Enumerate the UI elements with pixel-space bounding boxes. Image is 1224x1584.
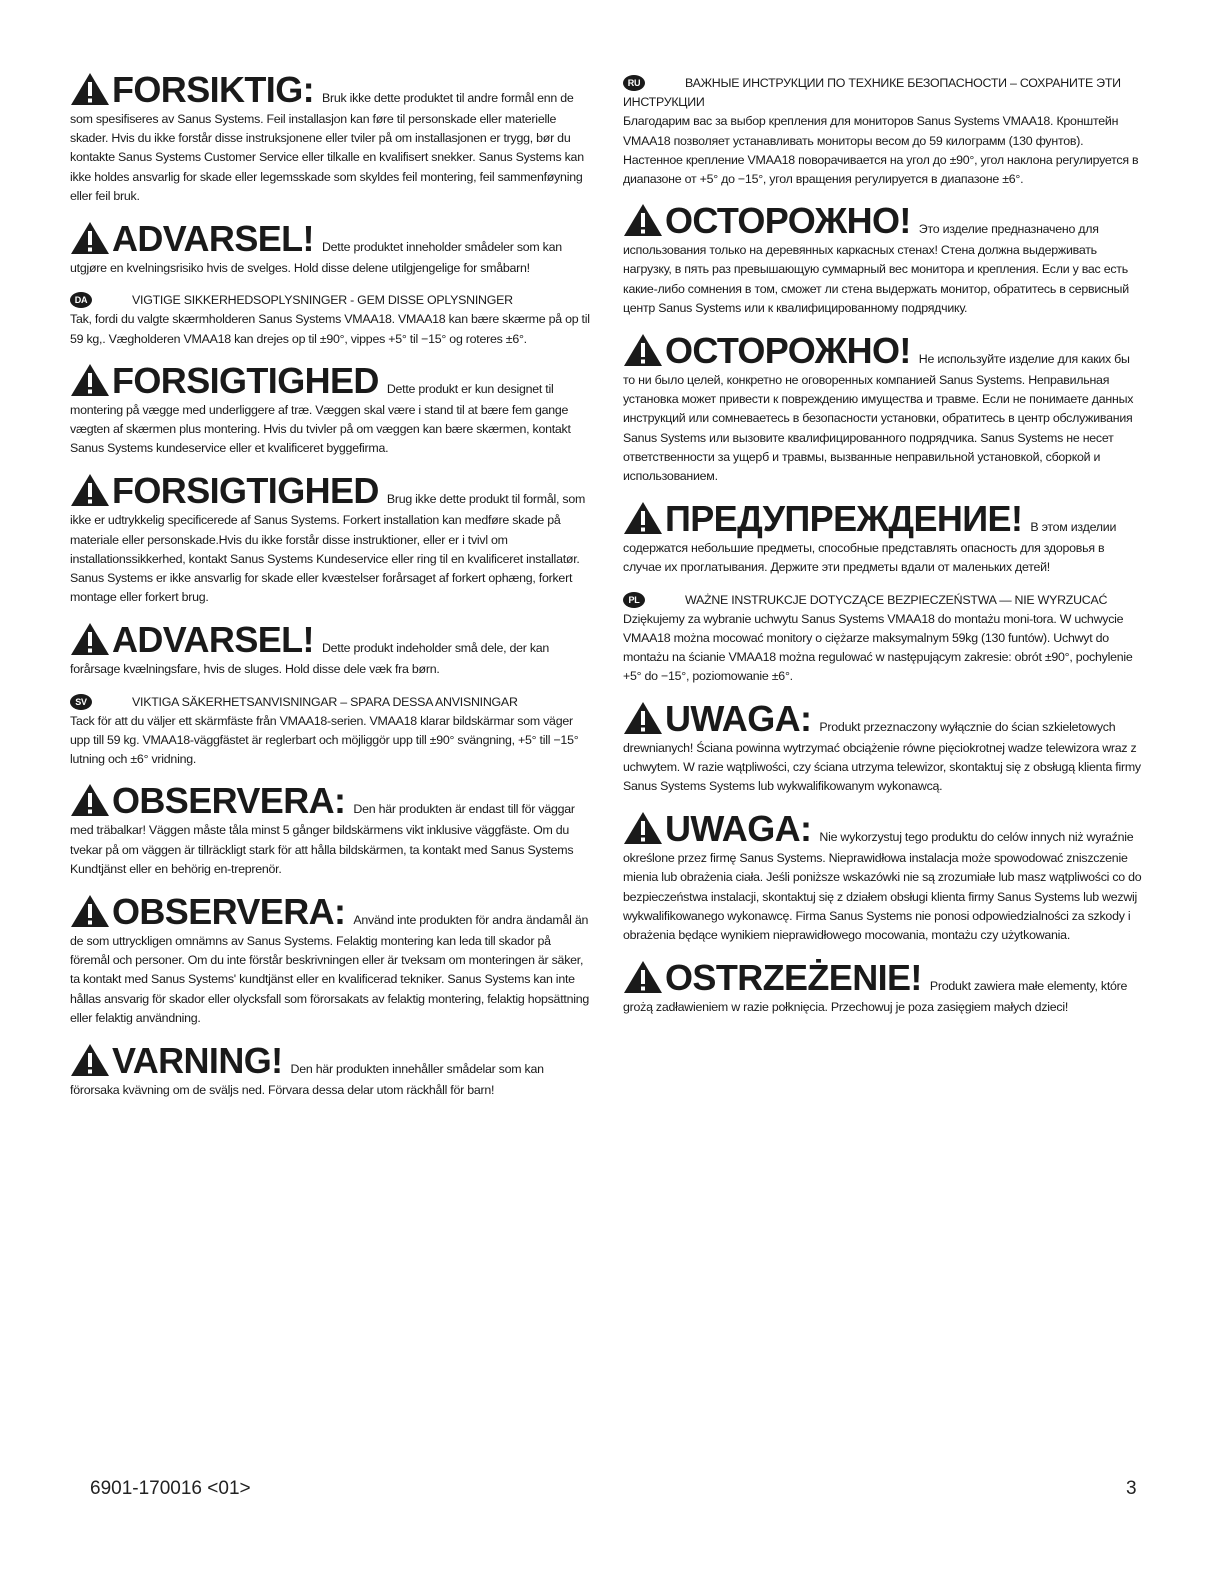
- warning-keyword: UWAGA:: [665, 808, 812, 850]
- warning-block: [623, 958, 1143, 1017]
- warning-text: Den här produkten är endast till för väggar med träbalkar! Väggen måste tåla minst 5 gånger bildskärmens vikt inklusive väggfäste. Om du tvekar på om väggen är tillräckligt stark för att hålla bildskärmen, ta kontakt med Sanus Systems Kundtjänst eller en behörig en-treprenör.: [70, 802, 575, 876]
- warning-text: В этом изделии содержатся небольшие предметы, способные представлять опасность для здоровья в случае их проглатывания. Держите эти предметы вдали от маленьких детей!: [623, 520, 1117, 575]
- warning-triangle-icon: [70, 894, 110, 928]
- safety-info-block: [70, 693, 590, 770]
- warning-triangle-icon: [623, 701, 663, 735]
- warning-text: Это изделие предназначено для использования только на деревянных каркасных стенах! Стена должна выдерживать нагрузку, в пять раз превышающую суммарный вес монитора и крепления. Если у вас есть какие-либо сомнения в том, сможет ли стена выдержать монитор, обратитесь в сервисный центр Sanus Systems или к квалифицированному подрядчику.: [623, 222, 1129, 315]
- warning-block: [623, 809, 1143, 945]
- safety-heading: [623, 591, 1143, 610]
- warning-triangle-icon: [70, 783, 110, 817]
- safety-info-text: Благодарим вас за выбор крепления для мониторов Sanus Systems VMAA18. Кронштейн VMAA18 позволяет устанавливать мониторы весом до 59 килограмм (130 фунтов). Настенное крепление VMAA18 поворачивается на угол до ±90°, угол наклона регулируется в диапазоне от +5° до −15°, угол вращения регулируется в диапазоне ±6°.: [623, 114, 1139, 187]
- safety-info-block: [70, 291, 590, 349]
- warning-keyword: ADVARSEL!: [112, 218, 314, 260]
- warning-triangle-icon: [623, 203, 663, 237]
- warning-triangle-icon: [623, 333, 663, 367]
- warning-keyword: VARNING!: [112, 1040, 283, 1082]
- warning-block: [623, 201, 1143, 318]
- warning-block: [623, 699, 1143, 797]
- warning-triangle-icon: [70, 1043, 110, 1077]
- safety-info-block: [623, 591, 1143, 687]
- language-badge: DA: [70, 292, 92, 308]
- warning-block: [623, 499, 1143, 577]
- warning-text: Dette produkt indeholder små dele, der kan forårsage kvælningsfare, hvis de sluges. Hold disse dele væk fra børn.: [70, 641, 550, 677]
- warning-block: [70, 219, 590, 278]
- warning-keyword: OSTRZEŻENIE!: [665, 957, 922, 999]
- safety-heading-text: WAŻNE INSTRUKCJE DOTYCZĄCE BEZPIECZEŃSTWA — NIE WYRZUCAĆ: [685, 592, 1108, 607]
- warning-keyword: ADVARSEL!: [112, 619, 314, 661]
- warning-triangle-icon: [623, 960, 663, 994]
- warning-block: [70, 892, 590, 1028]
- safety-info-text: Tack för att du väljer ett skärmfäste från VMAA18-serien. VMAA18 klarar bildskärmar som väger upp till 59 kg. VMAA18-väggfästet är reglerbart och möjliggör upp till ±90° svängning, +5° till −15° lutning och ±6° vridning.: [70, 713, 579, 767]
- warning-text: Bruk ikke dette produktet til andre formål enn de som spesifiseres av Sanus Systems. Feil installasjon kan føre til personskade eller materielle skader. Hvis du ikke forstår disse instruksjonene eller tviler på om installasjonen er trygg, bør du kontakte Sanus Systems Customer Service eller tilkalle en kvalifisert snekker. Sanus Systems kan ikke holdes ansvarlig for skade eller legemsskade som skyldes feil montering, feil sammenføyning eller feil bruk.: [70, 91, 584, 203]
- language-badge: PL: [623, 592, 645, 608]
- warning-block: [623, 331, 1143, 486]
- warning-text: Produkt przeznaczony wyłącznie do ścian szkieletowych drewnianych! Ściana powinna wytrzymać obciążenie równe pięciokrotnej wadze telewizora wraz z uchwytem. W razie wątpliwości, czy ściana utrzyma telewizor, skontaktuj się z obsługą klienta firmy Sanus Systems Systems lub wykwalifikowanym wykonawcą.: [623, 719, 1141, 794]
- warning-text: Använd inte produkten för andra ändamål än de som uttryckligen omnämns av Sanus Systems. Felaktig montering kan leda till skador på föremål och personer. Om du inte förstår beskrivningen eller är tveksam om monteringen är säker, ta kontakt med Sanus Systems' kundtjänst eller en kvalificerad tekniker. Sanus Systems kan inte hållas ansvarig för skador eller olycksfall som förorsakats av felaktig montering, felaktig hopsättning eller felaktig användning.: [70, 913, 590, 1025]
- warning-keyword: ОСТОРОЖНО!: [665, 330, 911, 372]
- warning-text: Nie wykorzystuj tego produktu do celów innych niż wyraźnie określone przez firmę Sanus Systems. Nieprawidłowa instalacja może spowodować zniszczenie mienia lub obrażenia ciała. Jeśli poniższe wskazówki nie są zrozumiałe lub masz wątpliwości co do bezpieczeństwa instalacji, skontaktuj się z działem obsługi klienta firmy Sanus Systems lub wezwij wykwalifikowanego wykonawcę. Firma Sanus Systems nie ponosi odpowiedzialności za szkody i obrażenia będące wynikiem nieprawidłowego mocowania, montażu czy użytkowania.: [623, 830, 1142, 943]
- warning-keyword: FORSIGTIGHED: [112, 470, 379, 512]
- warning-block: [70, 361, 590, 459]
- safety-heading: [70, 693, 590, 712]
- safety-heading: [70, 291, 590, 310]
- document-number: 6901-170016 <01>: [90, 1478, 251, 1499]
- warning-keyword: OBSERVERA:: [112, 891, 346, 933]
- warning-text: Brug ikke dette produkt til formål, som ikke er udtrykkelig specificerede af Sanus Systems. Forkert installation kan medføre skade på materiale eller personskade.Hvis du ikke forstår disse instruktioner, eller er i tvivl om installationssikkerhed, kontakt Sanus Systems Kundeservice eller ring til en kvalificeret installatør. Sanus Systems er ikke ansvarlig for skade eller kvæstelser forårsaget af forkert ophæng, forkert montage eller forkert brug.: [70, 492, 586, 605]
- warning-text: Не используйте изделие для каких бы то ни было целей, конкретно не оговоренных компанией Sanus Systems. Неправильная установка может привести к повреждению имущества и травме. Если не понимаете данных инструкций или сомневаетесь в безопасности установки, обратитесь в центр обслуживания Sanus Systems или вызовите квалифицированного подрядчика. Sanus Systems не несет ответственности за ущерб и травмы, вызванные неправильной установкой, сборкой и использованием.: [623, 352, 1134, 484]
- warning-block: [70, 471, 590, 607]
- warning-keyword: UWAGA:: [665, 697, 812, 739]
- safety-info-text: Dziękujemy za wybranie uchwytu Sanus Systems VMAA18 do montażu moni-tora. W uchwycie VMAA18 można mocować monitory o ciężarze maksymalnym 59kg (130 funtów). Uchwyt do montażu na ścianie VMAA18 można regulować w następującym zakresie: obrót ±90°, pochylenie +5° do −15°, poziomowanie ±6°.: [623, 611, 1133, 684]
- right-column: [623, 72, 1143, 1031]
- warning-keyword: FORSIGTIGHED: [112, 359, 379, 401]
- warning-text: Produkt zawiera małe elementy, które grożą zadławieniem w razie połknięcia. Przechowuj je poza zasięgiem małych dzieci!: [623, 979, 1128, 1015]
- safety-info-text: Tak, fordi du valgte skærmholderen Sanus Systems VMAA18. VMAA18 kan bære skærme på op til 59 kg,. Vægholderen VMAA18 kan drejes op til ±90°, vippes +5° til −15° og roteres ±6°.: [70, 312, 590, 346]
- language-badge: SV: [70, 694, 92, 710]
- warning-triangle-icon: [70, 363, 110, 397]
- warning-keyword: ПРЕДУПРЕЖДЕНИЕ!: [665, 498, 1023, 540]
- warning-triangle-icon: [623, 811, 663, 845]
- warning-keyword: ОСТОРОЖНО!: [665, 200, 911, 242]
- warning-text: Dette produktet inneholder smådeler som kan utgjøre en kvelningsrisiko hvis de svelges. Hold disse delene utilgjengelige for småbarn!: [70, 240, 562, 276]
- warning-block: [70, 781, 590, 879]
- warning-triangle-icon: [623, 501, 663, 535]
- warning-triangle-icon: [70, 473, 110, 507]
- page-number: 3: [1126, 1478, 1137, 1499]
- safety-heading-text: ВАЖНЫЕ ИНСТРУКЦИИ ПО ТЕХНИКЕ БЕЗОПАСНОСТИ – СОХРАНИТЕ ЭТИ ИНСТРУКЦИИ: [623, 76, 1121, 110]
- warning-keyword: OBSERVERA:: [112, 780, 346, 822]
- warning-block: [70, 620, 590, 679]
- warning-triangle-icon: [70, 221, 110, 255]
- safety-heading-text: VIKTIGA SÄKERHETSANVISNINGAR – SPARA DESSA ANVISNINGAR: [132, 694, 518, 709]
- warning-text: Den här produkten innehåller smådelar som kan förorsaka kvävning om de sväljs ned. Förvara dessa delar utom räckhåll för barn!: [70, 1062, 544, 1098]
- warning-triangle-icon: [70, 72, 110, 106]
- warning-block: [70, 70, 590, 206]
- language-badge: RU: [623, 75, 645, 91]
- warning-block: [70, 1041, 590, 1100]
- safety-heading-text: VIGTIGE SIKKERHEDSOPLYSNINGER - GEM DISSE OPLYSNINGER: [132, 293, 513, 308]
- safety-info-block: [623, 74, 1143, 189]
- safety-heading: [623, 74, 1143, 112]
- warning-text: Dette produkt er kun designet til montering på vægge med underliggere af træ. Væggen skal være i stand til at bære fem gange vægten af skærmen plus montering. Hvis du tvivler på om væggen kan bære skærmen, kontakt Sanus Systems kundeservice eller et kvalificeret byggefirma.: [70, 381, 571, 456]
- warning-keyword: FORSIKTIG:: [112, 69, 314, 110]
- warning-triangle-icon: [70, 622, 110, 656]
- left-column: [70, 70, 590, 1113]
